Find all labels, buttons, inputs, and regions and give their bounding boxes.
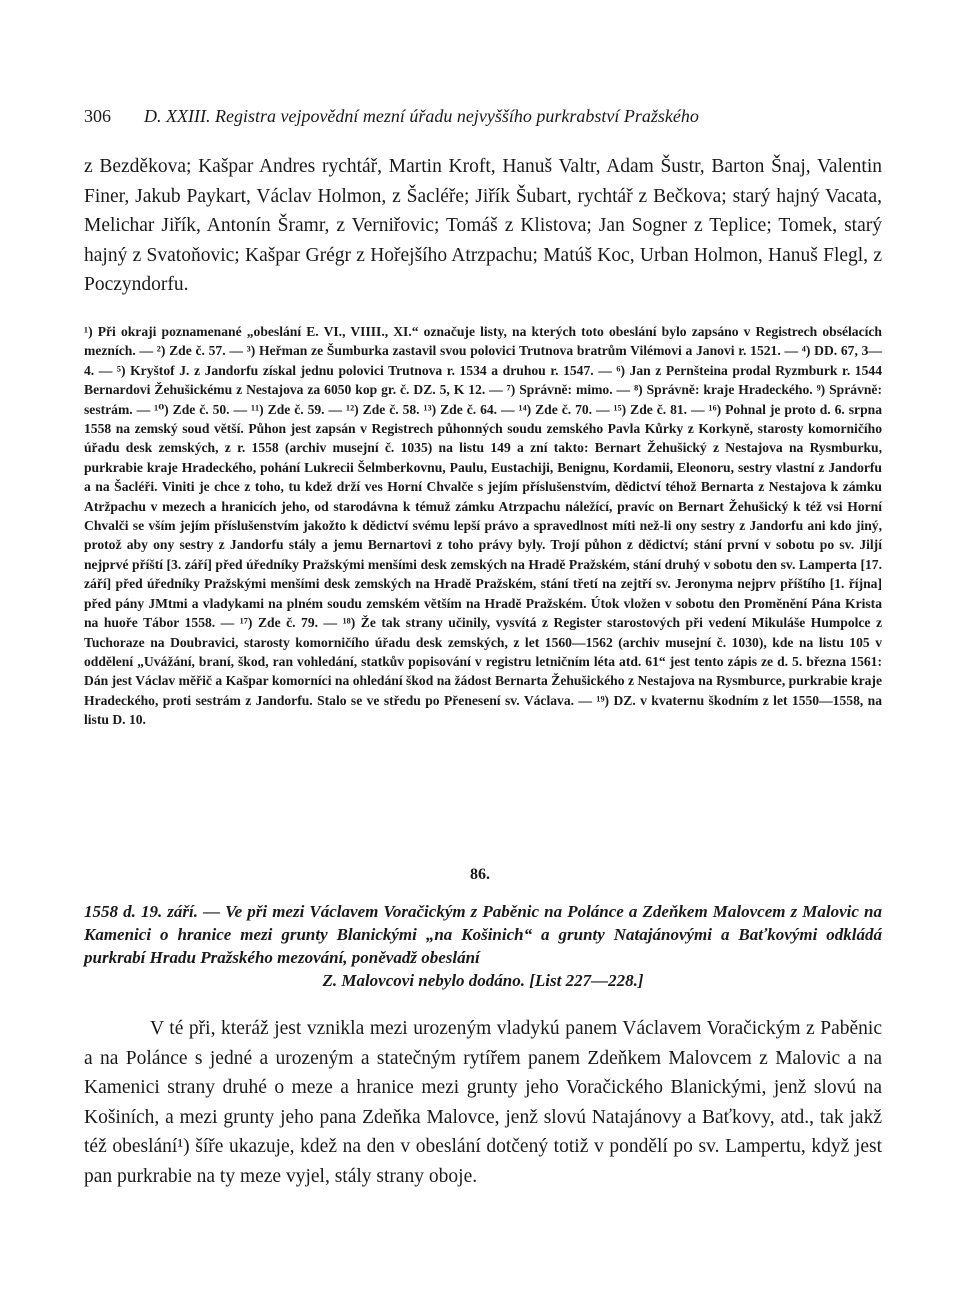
regest-last-line: Z. Malovcovi nebylo dodáno. [List 227—228.] [322,971,644,990]
regest-text: 1558 d. 19. září. — Ve při mezi Václavem Voračickým z Paběnic na Polánce a Zdeňkem Malovcem z Malovic na Kamenici o hranice mezi grunty Blanickými „na Košinich“ a grunty Natajánovými a Baťkovými odkládá purkrabí Hradu Pražského mezování, poněvadž obeslání [84,902,882,967]
footnotes: ¹) Při okraji poznamenané „obeslání E. VI., VIIII., XI.“ označuje listy, na kterých toto obeslání bylo zapsáno v Registrech obsélacích mezních. — ²) Zde č. 57. — ³) Heřman ze Šumburka zastavil svou polovici Trutnova bratrům Vilémovi a Janovi r. 1521. — ⁴) DD. 67, 3—4. — ⁵) Kryštof J. z Jandorfu získal jednu polovici Trutnova r. 1534 a druhou r. 1547. — ⁶) Jan z Pernšteina prodal Ryzmburk r. 1544 Bernardovi Žehušickému z Nestajova za 6050 kop gr. č. DZ. 5, K 12. — ⁷) Správně: mimo. — ⁸) Správně: kraje Hradeckého. ⁹) Správně: sestrám. — ¹⁰) Zde č. 50. — ¹¹) Zde č. 59. — ¹²) Zde č. 58. ¹³) Zde č. 64. — ¹⁴) Zde č. 70. — ¹⁵) Zde č. 81. — ¹⁶) Pohnal je proto d. 6. srpna 1558 na zemský soud větší. Půhon jest zapsán v Registrech půhonných soudu zemského Pavla Kůrky z Korkyně, starosty komorničího úřadu desk zemských, z r. 1558 (archiv musejní č. 1035) na listu 149 a zní takto: Bernart Žehušický z Nestajova na Rysmburku, purkrabie kraje Hradeckého, pohání Lukrecii Šelmberkovnu, Paulu, Eustachiji, Benignu, Kordamii, Eleonoru, sestry vlastní z Jandorfu a na Šacléři. Viniti je chce z toho, tu kdež drží ves Horní Chvalče s jejím příslušenstvím, dědictví téhož Bernarta z Nestajova k zámku Atržpachu v mezech a hranicích jeho, od starodávna k témuž zámku Atrzpachu náležící, pravíc on Bernart Žehušický k též vsi Horní Chvalči se vším jejím příslušenstvím jakožto k dědictví svému lepší právo a spravedlnost míti než-li ony sestry z Jandorfu ani kdo jiný, protož aby ony sestry z Jandorfu stály a jemu Bernartovi z toho právy byly. Trojí půhon z dědictví; stání první v sobotu po sv. Jiljí nejprvé příští [3. září] před úředníky Pražskými menšími desk zemských na Hradě Pražském, stání druhý v sobotu den sv. Lamperta [17. září] před úředníky Pražskými menšími desk zemských na Hradě Pražském, stání třetí na zejtří sv. Jeronyma nejprv příštího [1. října] před pány JMtmi a vladykami na plném soudu zemském větším na Hradě Pražském. Útok vložen v sobotu den Proměnění Pána Krista na huoře Tábor 1558. — ¹⁷) Zde č. 79. — ¹⁸) Že tak strany učinily, vysvítá z Register starostových při vedení Mikuláše Humpolce z Tuchoraze na Doubravici, starosty komorničího úřadu desk zemských, z let 1560—1562 (archiv musejní č. 1030), kde na listu 105 v oddělení „Uvážání, braní, škod, ran vohledání, statkův popisování v registru letničním léta atd. 61“ jest tento zápis ze d. 5. března 1561: Dán jest Václav měřič a Kašpar komorníci na ohledání škod na žádost Bernarta Žehušického z Nestajova na Rysmburce, purkrabie kraje Hradeckého, proti sestrám z Jandorfu. Stalo se ve středu po Přenesení sv. Václava. — ¹⁹) DZ. v kvaternu škodním z let 1550—1558, na listu D. 10. [84,324,882,728]
regest-summary [84,900,882,992]
paragraph-main-text: V té při, kteráž jest vznikla mezi urozeným vladykú panem Václavem Voračickým z Paběnic a na Polánce s jedné a urozeným a statečným rytířem panem Zdeňkem Malovcem z Malovic a na Kamenici strany druhé o meze a hranice mezi grunty jeho Voračického Blanickými, jenž slovú na Košiních, a mezi grunty jeho pana Zdeňka Malovce, jenž slovú Natajánovy a Baťkovy, atd., tak jakž též obeslání¹) šíře ukazuje, kdež na den v obeslání dotčený totiž v pondělí po sv. Lampertu, když jest pan purkrabie na ty meze vyjel, stály strany oboje. [84,1018,882,1187]
page-number: 306 [84,106,111,126]
section-number: 86. [470,866,490,883]
paragraph-witness-list: z Bezděkova; Kašpar Andres rychtář, Martin Kroft, Hanuš Valtr, Adam Šustr, Barton Šnaj, Valentin Finer, Jakub Paykart, Václav Holmon, z Šacléře; Jiřík Šubart, rychtář z Bečkova; starý hajný Vacata, Melichar Jiřík, Antonín Šramr, z Verniřovic; Tomáš z Klistova; Jan Sogner z Teplice; Tomek, starý hajný z Svatoňovic; Kašpar Grégr z Hořejšího Atrzpachu; Matúš Koc, Urban Holmon, Hanuš Flegl, z Poczyndorfu. [84,156,882,295]
running-header [84,104,884,128]
running-title: D. XXIII. Registra vejpovědní mezní úřadu nejvyššího purkrabství Pražského [144,106,699,126]
